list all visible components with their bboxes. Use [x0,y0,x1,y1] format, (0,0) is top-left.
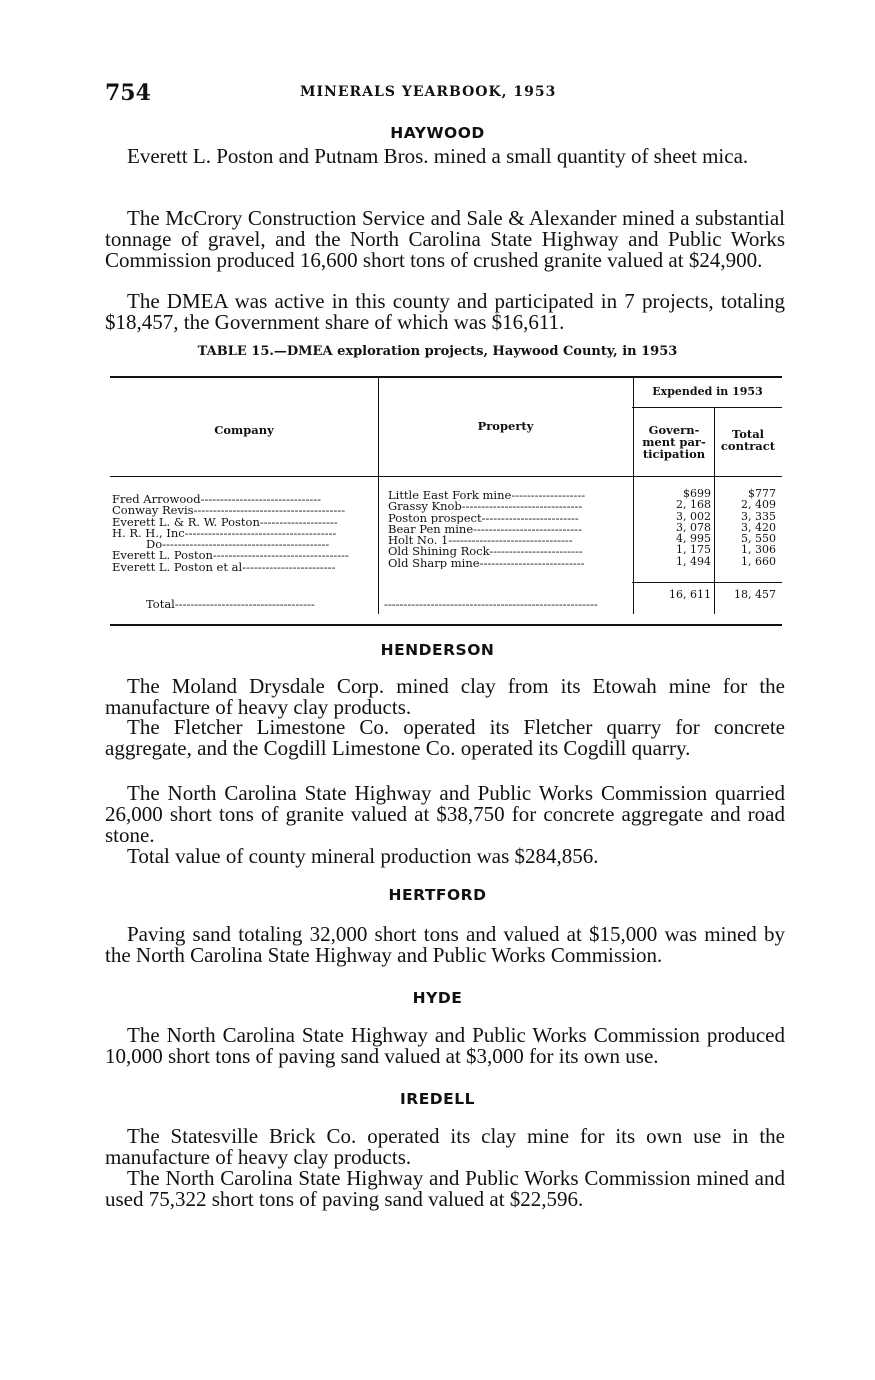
property-cell: Little East Fork mine [388,490,512,502]
total-row-label: Total------------------------------------ [146,597,315,611]
table-row: Everett L. Poston et al------------------------ [112,561,336,574]
company-cell: Do [146,539,163,551]
hertford-paragraph-1: Paving sand totaling 32,000 short tons and valued at $15,000 was mined by the North Carolina State Highway and Public Works Commission. [105,922,785,967]
total-row-gov: 16, 611 [669,588,711,601]
table-row: Old Sharp mine--------------------------- [388,557,585,570]
total-row-total: 18, 457 [734,588,776,601]
total-cell: 3, 420 [741,520,776,534]
henderson-paragraph-4: Total value of county mineral production was $284,856. [127,844,599,868]
iredell-paragraph-2: The North Carolina State Highway and Public Works Commission mined and used 75,322 short tons of paving sand valued at $22,596. [105,1166,785,1211]
header-company: Company [214,423,274,437]
haywood-paragraph-2: The McCrory Construction Service and Sale & Alexander mined a substantial tonnage of gravel, and the North Carolina State Highway and Public Works Commission produced 16,600 short tons of crushed granite valued at $24,900. [105,206,785,272]
total-rule [632,582,782,583]
expended-rule [632,407,782,408]
table-row: Do------------------------------------------- [146,539,330,551]
total-cell: 1, 660 [741,554,776,568]
table-bottom-rule [110,624,782,626]
company-cell: Everett L. Poston [112,550,213,562]
total-row-property-dots: ------------------------------------------------------- [384,597,598,611]
property-cell: Holt No. 1 [388,535,449,547]
company-cell: Everett L. Poston et al [112,561,243,574]
section-heading-hyde: HYDE [412,989,463,1007]
property-cell: Poston prospect [388,512,482,524]
haywood-paragraph-3: The DMEA was active in this county and participated in 7 projects, totaling $18,457, the Government share of which was $16,611. [105,289,785,334]
page-number: 754 [105,80,151,106]
table-header-rule [110,476,782,477]
table-row: Everett L. Poston----------------------------------- [112,550,349,562]
table-row: Poston prospect------------------------- [388,512,579,524]
gov-cell: 1, 494 [676,554,711,568]
company-column [112,494,374,573]
total-cell: 2, 409 [741,498,776,512]
total-cell: 1, 306 [741,543,776,557]
table-row: Everett L. & R. W. Poston-------------------- [112,516,338,528]
col-divider-1 [378,378,379,614]
section-heading-haywood: HAYWOOD [390,124,485,142]
total-cell: 5, 550 [741,532,776,546]
gov-cell: 4, 995 [676,532,711,546]
header-gov: Govern- ment par- ticipation [642,423,706,461]
gov-cell: 1, 175 [676,543,711,557]
company-cell: Conway Revis [112,505,194,517]
total-column [715,488,776,567]
header-property: Property [477,419,534,433]
table-row: Bear Pen mine---------------------------- [388,523,582,536]
property-cell: Grassy Knob [388,501,462,513]
gov-cell: 3, 002 [676,509,711,523]
table-title: TABLE 15.—DMEA exploration projects, Haywood County, in 1953 [197,344,678,359]
hyde-paragraph-1: The North Carolina State Highway and Public Works Commission produced 10,000 short tons of paving sand valued at $3,000 for its own use. [105,1023,785,1068]
gov-cell: 3, 078 [676,520,711,534]
table-row: Conway Revis--------------------------------------- [112,505,346,517]
total-cell: 3, 335 [741,509,776,523]
running-head [105,80,785,110]
header-expended: Expended in 1953 [652,385,763,398]
book-title: MINERALS YEARBOOK, 1953 [300,84,557,100]
haywood-paragraph-1: Everett L. Poston and Putnam Bros. mined a small quantity of sheet mica. [127,144,749,168]
gov-column [635,488,711,567]
table-row: Grassy Knob------------------------------- [388,501,583,513]
table-row: Holt No. 1-------------------------------- [388,535,573,547]
header-total: Total contract [720,427,776,453]
property-column [388,490,638,569]
henderson-paragraph-2: The Fletcher Limestone Co. operated its Fletcher quarry for concrete aggregate, and the Cogdill Limestone Co. operated its Cogdill quarry. [105,715,785,760]
property-cell: Old Sharp mine [388,557,480,570]
table-row: H. R. H., Inc--------------------------------------- [112,527,337,540]
company-cell: H. R. H., Inc [112,527,185,540]
section-heading-hertford: HERTFORD [388,886,487,904]
section-heading-iredell: IREDELL [400,1090,475,1108]
property-cell: Bear Pen mine [388,523,474,536]
property-cell: Old Shining Rock [388,546,490,558]
section-heading-henderson: HENDERSON [380,641,495,659]
company-cell: Fred Arrowood [112,494,201,506]
dmea-table [110,372,782,628]
table-top-rule [110,376,782,378]
henderson-paragraph-3: The North Carolina State Highway and Public Works Commission quarried 26,000 short tons of granite valued at $38,750 for concrete aggregate and road stone. [105,781,785,847]
total-label-text: Total [146,597,175,611]
total-cell: $777 [748,487,776,500]
table-row: Little East Fork mine------------------- [388,490,586,502]
gov-cell: $699 [683,487,711,500]
gov-cell: 2, 168 [676,498,711,512]
iredell-paragraph-1: The Statesville Brick Co. operated its clay mine for its own use in the manufacture of heavy clay products. [105,1124,785,1169]
table-row: Old Shining Rock------------------------ [388,546,583,558]
company-cell: Everett L. & R. W. Poston [112,516,260,528]
table-row: Fred Arrowood------------------------------- [112,494,322,506]
henderson-paragraph-1: The Moland Drysdale Corp. mined clay from its Etowah mine for the manufacture of heavy clay products. [105,674,785,719]
